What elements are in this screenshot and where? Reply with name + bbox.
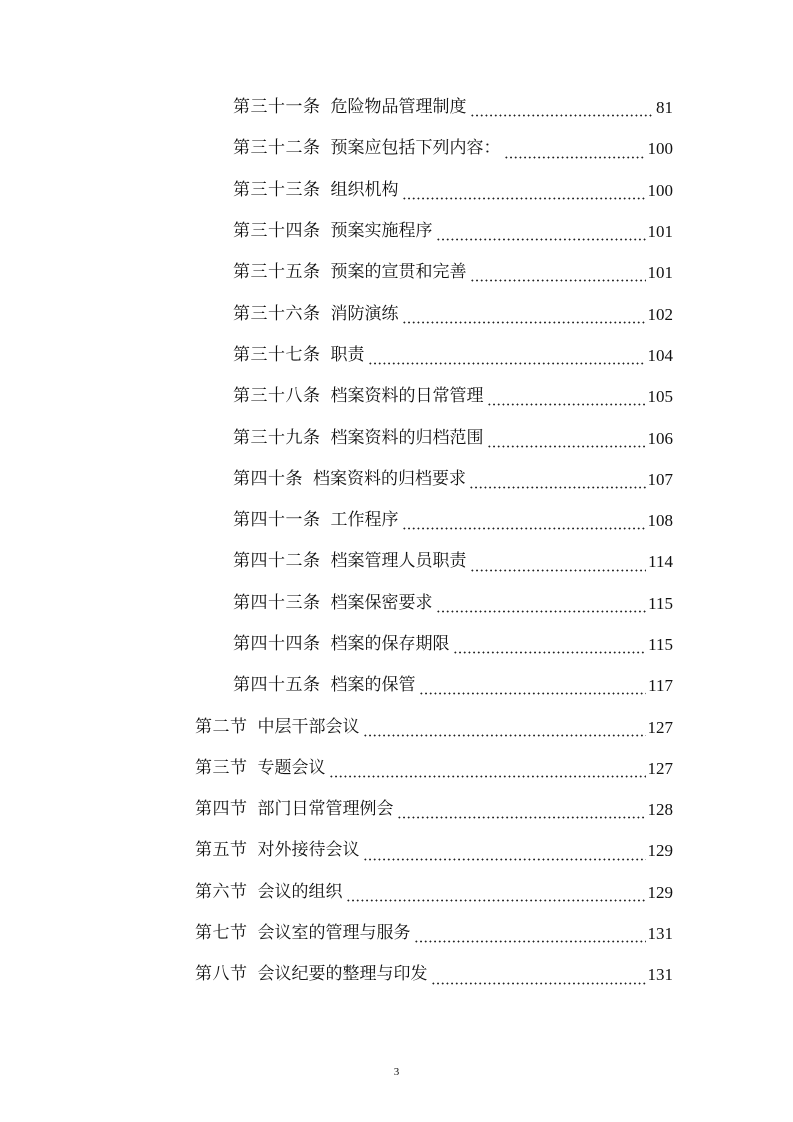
toc-entry-number: 第四十二条 [233, 551, 321, 572]
toc-entry-page: 100 [647, 180, 673, 200]
toc-entry[interactable] [0, 624, 673, 665]
toc-entry-number: 第四节 [195, 799, 248, 820]
toc-entry-title: 档案的保存期限 [330, 634, 450, 654]
toc-entry-page: 102 [647, 304, 673, 324]
toc-section-entry[interactable] [0, 830, 673, 871]
toc-entry-page: 114 [648, 552, 673, 572]
toc-section-entry[interactable] [0, 789, 673, 830]
toc-entry-title: 组织机构 [330, 179, 399, 200]
toc-entry[interactable] [0, 128, 673, 169]
toc-entry-number: 第三十六条 [233, 303, 321, 324]
toc-section-entry[interactable] [0, 706, 673, 747]
table-of-contents [0, 87, 793, 996]
toc-entry-number: 第二节 [195, 716, 248, 737]
toc-entry-title: 专题会议 [257, 757, 326, 778]
dot-leader [402, 197, 646, 200]
toc-entry-number: 第三十五条 [233, 262, 321, 283]
toc-entry-page: 100 [647, 139, 673, 159]
toc-entry-number: 第四十一条 [233, 510, 321, 531]
toc-entry[interactable] [0, 87, 673, 128]
dot-leader [368, 362, 646, 365]
toc-entry-page: 81 [656, 98, 673, 118]
toc-entry[interactable] [0, 211, 673, 252]
toc-entry-page: 129 [647, 841, 673, 861]
toc-entry-page: 115 [648, 635, 673, 654]
toc-entry-title: 档案的保管 [330, 675, 416, 696]
dot-leader [436, 610, 647, 613]
dot-leader [346, 899, 646, 902]
toc-entry-title: 会议的组织 [257, 881, 343, 902]
page-number: 3 [393, 1066, 400, 1078]
dot-leader [329, 775, 646, 778]
dot-leader [397, 816, 646, 819]
dot-leader [453, 651, 647, 654]
toc-entry[interactable] [0, 417, 673, 458]
toc-entry-page: 115 [648, 593, 673, 613]
toc-entry-title: 档案管理人员职责 [330, 551, 467, 572]
toc-entry-title: 预案的宣贯和完善 [330, 262, 467, 283]
toc-section-entry[interactable] [0, 872, 673, 913]
toc-entry-number: 第三十七条 [233, 344, 321, 365]
toc-entry-title: 预案应包括下列内容： [330, 138, 501, 159]
toc-entry-title: 档案保密要求 [330, 592, 433, 613]
toc-entry-number: 第三十一条 [233, 97, 321, 118]
toc-entry-page: 108 [647, 511, 673, 531]
dot-leader [470, 569, 647, 572]
toc-entry-page: 105 [647, 387, 673, 407]
toc-entry[interactable] [0, 252, 673, 293]
toc-entry-number: 第三十三条 [233, 179, 321, 200]
toc-entry-page: 106 [647, 428, 673, 448]
toc-entry-number: 第四十五条 [233, 675, 321, 696]
toc-section-entry[interactable] [0, 954, 673, 995]
dot-leader [414, 940, 646, 943]
toc-entry[interactable] [0, 170, 673, 211]
dot-leader [469, 486, 646, 489]
toc-entry-title: 危险物品管理制度 [330, 97, 467, 118]
toc-entry-number: 第六节 [195, 881, 248, 902]
toc-entry-number: 第四十四条 [233, 634, 321, 654]
toc-entry-number: 第三节 [195, 757, 248, 778]
dot-leader [363, 858, 646, 861]
toc-entry-number: 第三十四条 [233, 221, 321, 242]
toc-entry-page: 127 [647, 758, 673, 778]
dot-leader [431, 982, 646, 985]
toc-entry-page: 117 [648, 676, 673, 696]
toc-entry-page: 101 [647, 263, 673, 283]
toc-entry-page: 107 [647, 469, 673, 489]
toc-entry-page: 129 [647, 882, 673, 902]
toc-entry-page: 131 [647, 965, 673, 985]
dot-leader [487, 403, 646, 406]
toc-entry-page: 131 [647, 924, 673, 944]
toc-entry-title: 预案实施程序 [330, 221, 433, 242]
dot-leader [363, 734, 646, 737]
dot-leader [487, 445, 646, 448]
toc-entry-page: 127 [647, 717, 673, 737]
toc-entry-title: 档案资料的日常管理 [330, 386, 484, 407]
toc-entry-title: 职责 [330, 344, 365, 365]
toc-entry-title: 会议室的管理与服务 [257, 923, 411, 944]
toc-entry-number: 第三十九条 [233, 427, 321, 448]
toc-entry-title: 档案资料的归档范围 [330, 427, 484, 448]
dot-leader [470, 114, 655, 117]
toc-entry-number: 第八节 [195, 964, 248, 985]
dot-leader [402, 527, 646, 530]
toc-entry-page: 104 [647, 345, 673, 365]
toc-entry-title: 中层干部会议 [257, 716, 360, 737]
dot-leader [419, 692, 647, 695]
toc-entry-title: 消防演练 [330, 303, 399, 324]
toc-entry-title: 会议纪要的整理与印发 [257, 964, 428, 985]
toc-entry[interactable] [0, 583, 673, 624]
toc-entry[interactable] [0, 459, 673, 500]
toc-entry-title: 档案资料的归档要求 [313, 468, 466, 489]
toc-entry-title: 部门日常管理例会 [257, 799, 394, 820]
dot-leader [470, 279, 646, 282]
toc-entry-title: 工作程序 [330, 510, 399, 531]
toc-entry-number: 第七节 [195, 923, 248, 944]
toc-entry-number: 第三十二条 [233, 138, 321, 159]
dot-leader [504, 156, 646, 159]
toc-entry[interactable] [0, 376, 673, 417]
toc-entry[interactable] [0, 541, 673, 582]
toc-entry-number: 第五节 [195, 840, 248, 861]
toc-entry-page: 128 [647, 800, 673, 820]
toc-entry-number: 第四十三条 [233, 592, 321, 613]
toc-entry-number: 第三十八条 [233, 386, 321, 407]
toc-entry[interactable] [0, 500, 673, 541]
toc-entry-number: 第四十条 [233, 468, 303, 489]
dot-leader [436, 238, 646, 241]
toc-section-entry[interactable] [0, 748, 673, 789]
toc-entry-title: 对外接待会议 [257, 840, 360, 861]
toc-entry[interactable] [0, 665, 673, 706]
toc-section-entry[interactable] [0, 913, 673, 954]
toc-entry-page: 101 [647, 222, 673, 242]
toc-entry[interactable] [0, 335, 673, 376]
dot-leader [402, 321, 646, 324]
toc-entry[interactable] [0, 293, 673, 334]
